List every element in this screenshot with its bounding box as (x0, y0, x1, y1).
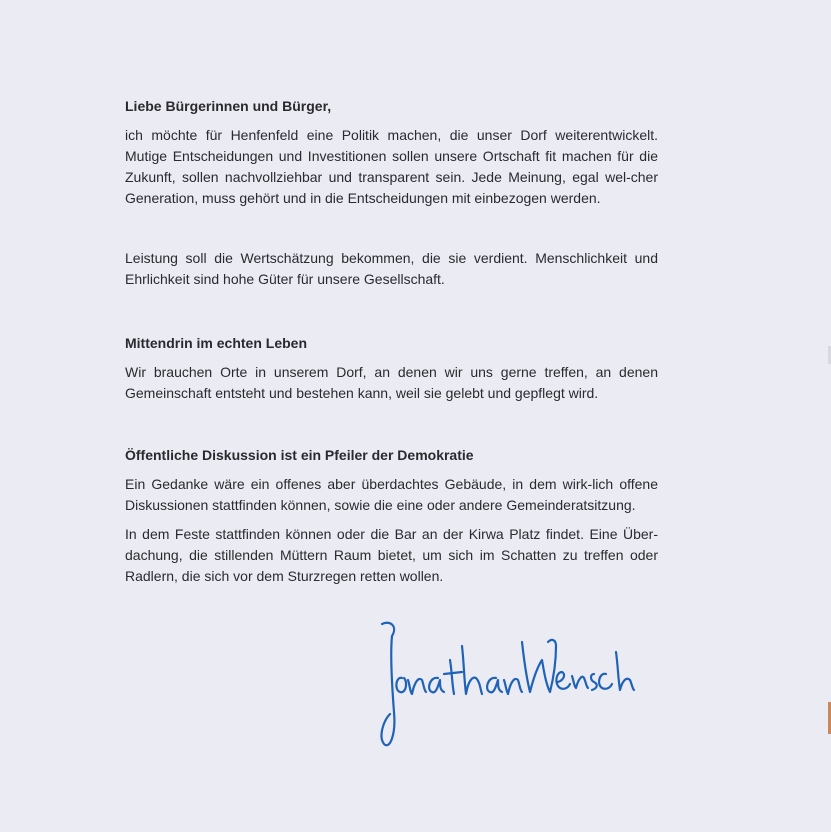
intro-paragraph-1: ich möchte für Henfenfeld eine Politik machen, die unser Dorf weiterentwickelt. Mutige Entscheidungen und Investitionen sollen unsere Ortschaft fit machen für die Zukunft, sollen nachvollziehbar und transparent sein. Jede Meinung, egal wel-cher Generation, muss gehört und in die Entscheidungen mit einbezogen werden. (125, 127, 658, 206)
section-paragraph: Wir brauchen Orte in unserem Dorf, an denen wir uns gerne treffen, an denen Gemeinschaft entsteht und bestehen kann, weil sie gelebt und gepflegt wird. (125, 364, 658, 401)
letter-body (125, 96, 658, 587)
section-paragraph: In dem Feste stattfinden können oder die Bar an der Kirwa Platz findet. Eine Über-dachung, die stillenden Müttern Raum bietet, um sich im Schatten zu treffen oder Radlern, die sich vor dem Sturzregen retten wollen. (125, 526, 658, 584)
section-heading-mittendrin: Mittendrin im echten Leben (125, 335, 308, 351)
section-heading-diskussion: Öffentliche Diskussion ist ein Pfeiler der Demokratie (125, 447, 474, 463)
handwritten-signature (376, 616, 638, 754)
intro-paragraph-2: Leistung soll die Wertschätzung bekommen, die sie verdient. Menschlichkeit und Ehrlichkeit sind hohe Güter für unsere Gesellschaft. (125, 250, 658, 287)
section-paragraph: Ein Gedanke wäre ein offenes aber überdachtes Gebäude, in dem wirk-lich offene Diskussionen stattfinden können, sowie die eine oder andere Gemeinderatsitzung. (125, 476, 658, 513)
salutation: Liebe Bürgerinnen und Bürger, (125, 98, 332, 114)
